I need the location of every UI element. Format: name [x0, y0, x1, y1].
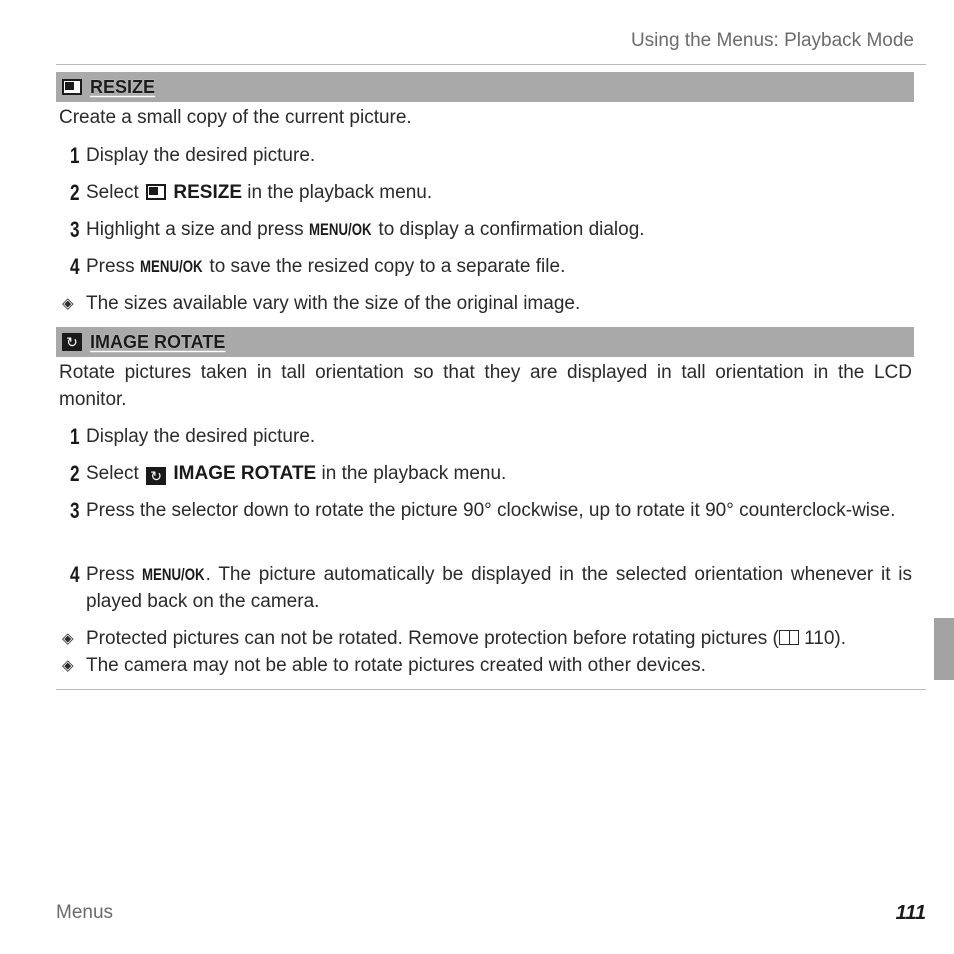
section-title-rotate: IMAGE ROTATE: [90, 331, 226, 352]
step-number: 2: [70, 461, 79, 486]
note-tag-icon: ◈: [62, 657, 74, 674]
section-bar-rotate: [56, 327, 914, 357]
step-number: 4: [70, 254, 79, 279]
step-number: 1: [70, 143, 79, 168]
note-text: The camera may not be able to rotate pictures created with other devices.: [86, 655, 706, 676]
step-text: [86, 179, 912, 206]
note-text: [86, 625, 846, 652]
section-bar-resize: [56, 72, 914, 102]
menu-ok-key: MENU/OK: [139, 257, 203, 276]
rotate-step-1: [70, 423, 912, 450]
step-text-pre: Select: [86, 463, 139, 484]
step-text-pre: Press: [86, 564, 135, 585]
book-ref-icon: [779, 630, 799, 645]
section-end-rule: [56, 689, 926, 690]
page-number: 111: [895, 902, 926, 924]
step-text: [86, 561, 912, 615]
step-number: 1: [70, 424, 79, 449]
rotate-icon: ↻: [146, 467, 166, 485]
menu-ok-key: MENU/OK: [308, 220, 372, 239]
step-text: Display the desired picture.: [86, 145, 316, 166]
rotate-step-4: [70, 561, 912, 615]
resize-note: [62, 290, 912, 317]
resize-intro: Create a small copy of the current picture.: [59, 107, 412, 128]
step-number: 4: [70, 562, 79, 587]
rotate-step-2: [70, 460, 912, 487]
rotate-icon: ↻: [62, 333, 82, 351]
resize-step-2: [70, 179, 912, 206]
step-text: Display the desired picture.: [86, 426, 316, 447]
step-text-post: to save the resized copy to a separate file.: [209, 256, 566, 277]
menu-ok-key: MENU/OK: [142, 565, 205, 584]
rotate-note-2: [62, 652, 912, 679]
menu-item-name: RESIZE: [173, 182, 242, 203]
resize-icon: [62, 79, 82, 95]
step-text-pre: Press: [86, 256, 135, 277]
step-text: Press the selector down to rotate the picture 90° clockwise, up to rotate it 90° counterclock-wise.: [86, 500, 896, 521]
note-text-pre: Protected pictures can not be rotated. Remove protection before rotating pictures (: [86, 628, 779, 649]
note-tag-icon: ◈: [62, 295, 74, 312]
step-text: [86, 460, 912, 487]
chapter-side-tab: [934, 618, 954, 680]
running-head: Using the Menus: Playback Mode: [630, 30, 914, 51]
page-ref[interactable]: 110: [804, 628, 835, 649]
resize-icon: [146, 184, 166, 200]
menu-item-name: IMAGE ROTATE: [173, 463, 317, 484]
step-number: 3: [70, 498, 79, 523]
step-number: 3: [70, 217, 79, 242]
step-text-pre: Select: [86, 182, 139, 203]
step-text-post: in the playback menu.: [321, 463, 507, 484]
rotate-step-3: [70, 497, 912, 524]
note-text-post: ).: [834, 628, 847, 649]
step-text-post: to display a confirmation dialog.: [378, 219, 645, 240]
note-tag-icon: ◈: [62, 630, 74, 647]
section-title-resize: RESIZE: [90, 76, 156, 97]
resize-step-4: [70, 253, 912, 280]
header-rule: [56, 64, 926, 65]
resize-step-3: [70, 216, 912, 243]
note-text: The sizes available vary with the size of the original image.: [86, 293, 581, 314]
step-text-pre: Highlight a size and press: [86, 219, 304, 240]
step-text: [86, 253, 912, 280]
footer-section-name: Menus: [56, 902, 114, 923]
resize-step-1: [70, 142, 912, 169]
step-text-post: in the playback menu.: [247, 182, 433, 203]
rotate-intro: Rotate pictures taken in tall orientation so that they are displayed in tall orientation in the LCD monitor.: [59, 362, 912, 410]
step-number: 2: [70, 180, 79, 205]
rotate-note-1: [62, 625, 912, 652]
step-text-post: . The picture automatically be displayed in the selected orientation whenever it is played back on the camera.: [86, 564, 912, 612]
step-text: [86, 216, 912, 243]
